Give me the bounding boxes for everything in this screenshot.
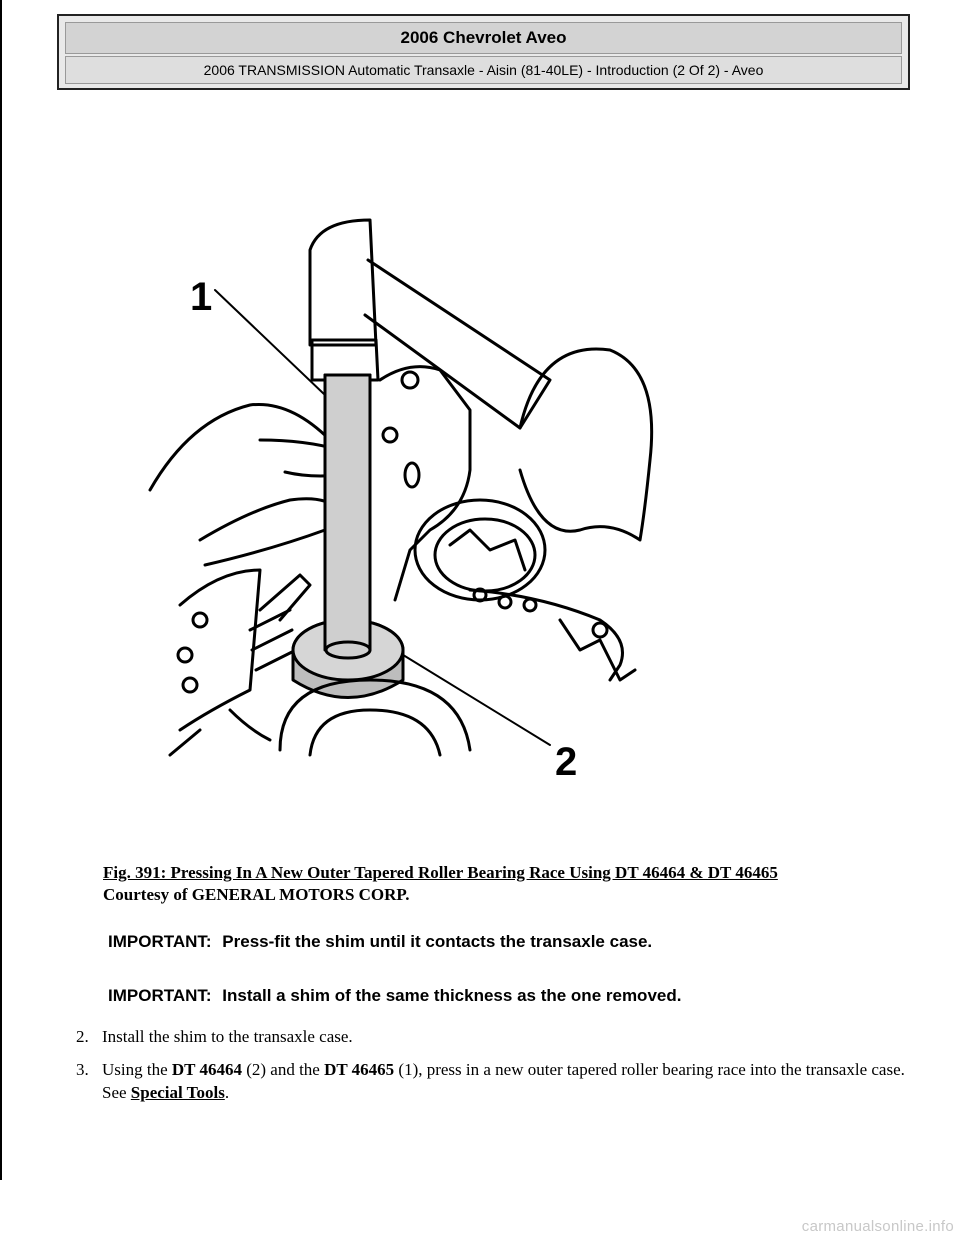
- callout-2-label: 2: [555, 740, 578, 784]
- step-2: [76, 1025, 906, 1048]
- important-label: IMPORTANT:: [108, 986, 212, 1005]
- watermark: carmanualsonline.info: [801, 1218, 954, 1235]
- vehicle-title: 2006 Chevrolet Aveo: [65, 22, 902, 54]
- bearing-race-illustration: [140, 210, 660, 790]
- step-3: [76, 1058, 906, 1104]
- callout-1-label: 1: [190, 275, 213, 319]
- important-note-1: [108, 932, 652, 952]
- step-text-part: .: [224, 1083, 230, 1102]
- step-text: Install the shim to the transaxle case.: [102, 1027, 353, 1046]
- important-label: IMPORTANT:: [108, 932, 212, 951]
- figure-caption: [103, 862, 903, 906]
- special-tools-link[interactable]: Special Tools: [130, 1083, 225, 1102]
- step-number: 3.: [76, 1060, 89, 1079]
- step-text: [102, 1058, 906, 1104]
- document-header: [57, 14, 910, 90]
- step-text-part: (1), press in a new outer tapered roller bearing race into the transaxle case. See: [102, 1060, 905, 1102]
- important-text: Install a shim of the same thickness as the one removed.: [222, 986, 682, 1005]
- step-text-part: (2) and the: [241, 1060, 325, 1079]
- figure-courtesy: Courtesy of GENERAL MOTORS CORP.: [103, 885, 410, 904]
- important-note-2: [108, 986, 681, 1006]
- tool-dt-46464: DT 46464: [171, 1060, 242, 1079]
- section-title: 2006 TRANSMISSION Automatic Transaxle - Aisin (81-40LE) - Introduction (2 Of 2) - Aveo: [65, 56, 902, 84]
- figure-title: Fig. 391: Pressing In A New Outer Tapered Roller Bearing Race Using DT 46464 & DT 46465: [103, 863, 778, 882]
- step-number: 2.: [76, 1027, 89, 1046]
- important-text: Press-fit the shim until it contacts the transaxle case.: [222, 932, 653, 951]
- tool-dt-46465: DT 46465: [324, 1060, 395, 1079]
- step-text-part: Using the: [102, 1060, 172, 1079]
